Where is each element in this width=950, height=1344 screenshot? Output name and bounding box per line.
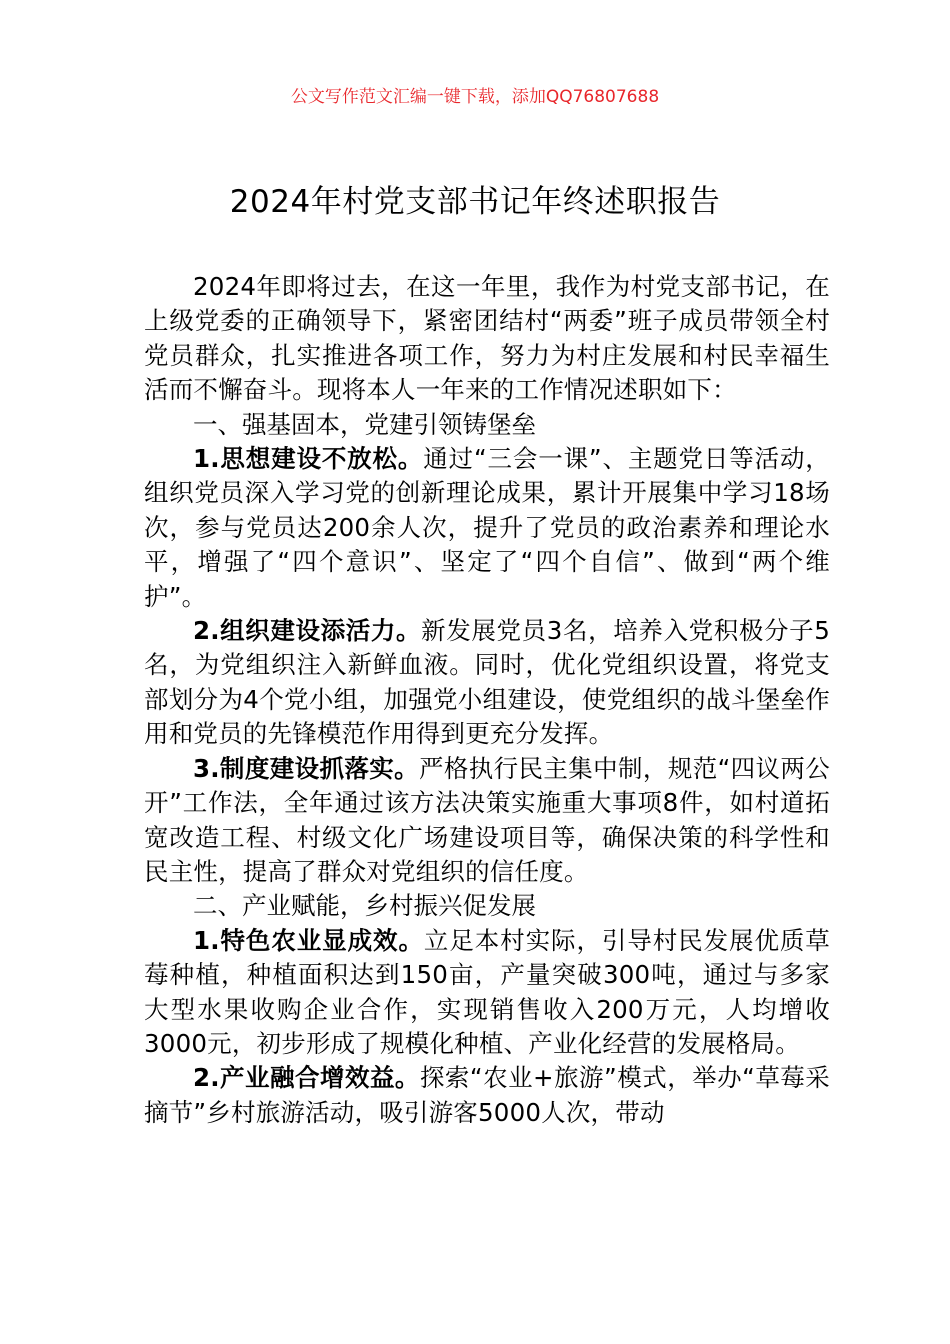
section-heading-1: 一、强基固本，党建引领铸堡垒 — [193, 409, 536, 439]
section-1-item-3 — [144, 752, 830, 890]
intro-paragraph: 2024年即将过去，在这一年里，我作为村党支部书记，在上级党委的正确领导下，紧密团结村“两委”班子成员带领全村党员群众，扎实推进各项工作，努力为村庄发展和村民幸福生活而不懈奋斗。现将本人一年来的工作情况述职如下： — [144, 272, 830, 405]
item-lead: 2.产业融合增效益。 — [193, 1063, 420, 1093]
item-text: 探索“农业+旅游”模式，举办“草莓采摘节”乡村旅游活动，吸引游客5000人次，带动 — [144, 1063, 830, 1127]
section-2-item-1 — [144, 924, 830, 1062]
download-banner: 公文写作范文汇编一键下载，添加QQ76807688 — [290, 87, 660, 107]
page-title: 2024年村党支部书记年终述职报告 — [229, 184, 721, 220]
item-text: 严格执行民主集中制，规范“四议两公开”工作法，全年通过该方法决策实施重大事项8件，如村道拓宽改造工程、村级文化广场建设项目等，确保决策的科学性和民主性，提高了群众对党组织的信任度。 — [144, 753, 831, 886]
item-lead: 1.思想建设不放松。 — [193, 444, 424, 474]
section-heading-2: 二、产业赋能，乡村振兴促发展 — [193, 891, 536, 921]
section-1-item-1 — [144, 442, 830, 614]
section-2-item-2 — [144, 1061, 830, 1130]
item-lead: 3.制度建设抓落实。 — [193, 753, 419, 783]
item-text: 新发展党员3名，培养入党积极分子5名，为党组织注入新鲜血液。同时，优化党组织设置，将党支部划分为4个党小组，加强党小组建设，使党组织的战斗堡垒作用和党员的先锋模范作用得到更充分发挥。 — [144, 616, 830, 749]
item-lead: 1.特色农业显成效。 — [193, 925, 424, 955]
item-text: 通过“三会一课”、主题党日等活动，组织党员深入学习党的创新理论成果，累计开展集中学习18场次，参与党员达200余人次，提升了党员的政治素养和理论水平，增强了“四个意识”、坚定了“四个自信”、做到“两个维护”。 — [144, 444, 830, 611]
item-lead: 2.组织建设添活力。 — [193, 616, 422, 646]
section-1-item-2 — [144, 614, 830, 752]
document-body — [144, 270, 830, 1130]
item-text: 立足本村实际，引导村民发展优质草莓种植，种植面积达到150亩，产量突破300吨，通过与多家大型水果收购企业合作，实现销售收入200万元，人均增收3000元，初步形成了规模化种植、产业化经营的发展格局。 — [144, 925, 831, 1058]
